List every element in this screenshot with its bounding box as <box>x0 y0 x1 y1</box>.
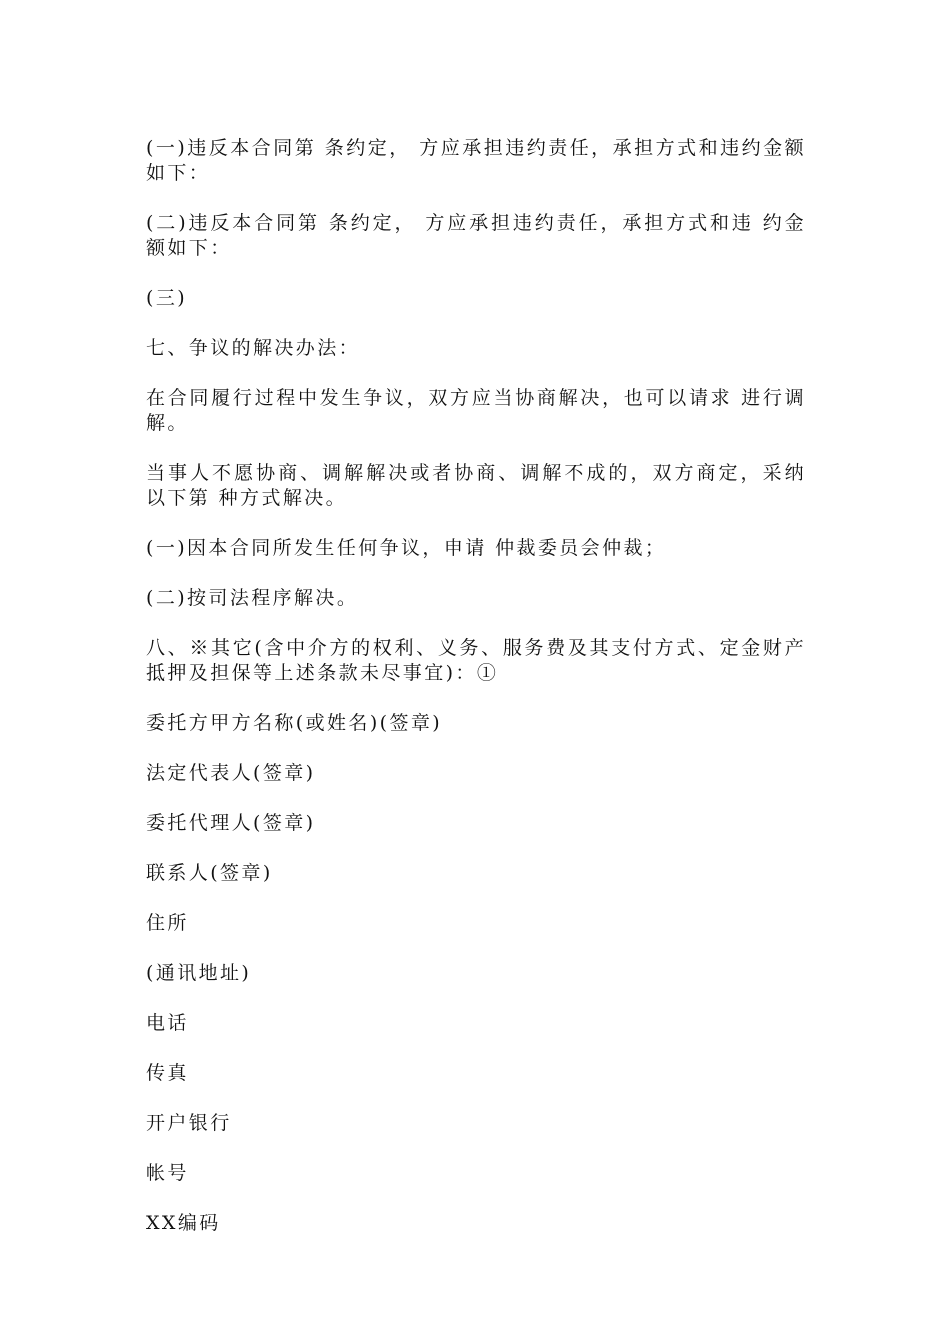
dispute-method-text: 当事人不愿协商、调解解决或者协商、调解不成的，双方商定，采纳以下第 种方式解决。 <box>146 462 806 509</box>
section-dispute-heading: 七、争议的解决办法： <box>146 337 361 359</box>
field-fax: 传真 <box>146 1062 189 1084</box>
field-bank: 开户银行 <box>146 1112 232 1134</box>
signature-contact: 联系人(签章) <box>146 862 273 884</box>
dispute-option-arbitration: (一)因本合同所发生任何争议，申请 仲裁委员会仲裁； <box>146 537 667 559</box>
clause-breach-3: (三) <box>146 287 188 309</box>
field-residence: 住所 <box>146 912 189 934</box>
document-body <box>146 136 806 1261</box>
dispute-negotiation-text: 在合同履行过程中发生争议，双方应当协商解决，也可以请求 进行调解。 <box>146 387 806 434</box>
signature-legal-rep: 法定代表人(签章) <box>146 762 316 784</box>
clause-breach-1: (一)违反本合同第 条约定， 方应承担违约责任，承担方式和违约金额如下： <box>146 137 806 184</box>
clause-breach-2: (二)违反本合同第 条约定， 方应承担违约责任，承担方式和违 约金额如下： <box>146 212 806 259</box>
section-other-heading: 八、※其它(含中介方的权利、义务、服务费及其支付方式、定金财产抵押及担保等上述条款未尽事宜)：① <box>146 637 806 684</box>
signature-party-name: 委托方甲方名称(或姓名)(签章) <box>146 712 443 734</box>
field-mailing-address: (通讯地址) <box>146 962 252 984</box>
field-code: XX编码 <box>146 1212 221 1234</box>
field-phone: 电话 <box>146 1012 189 1034</box>
dispute-option-judicial: (二)按司法程序解决。 <box>146 587 359 609</box>
signature-agent: 委托代理人(签章) <box>146 812 316 834</box>
field-account: 帐号 <box>146 1162 189 1184</box>
